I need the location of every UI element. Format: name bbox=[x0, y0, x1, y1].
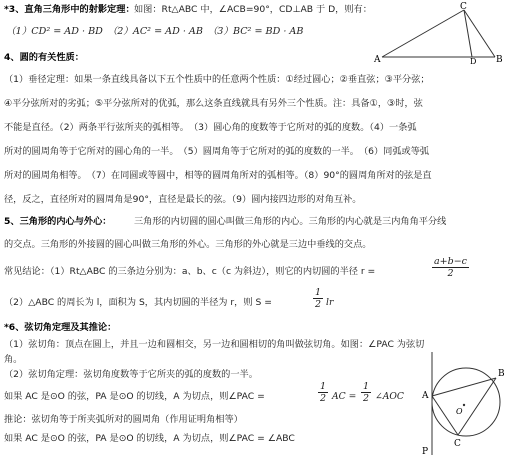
section4-line5: 所对的圆周角相等。 （7）在同圆或等圆中，相等的圆周角所对的弧相等。（8）90°的圆周角所对的弦是直 bbox=[4, 170, 432, 181]
section6-line2: 角。 bbox=[4, 354, 23, 365]
section6-line6: 如果 AC 是⊙O 的弦，PA 是⊙O 的切线，A 为切点，则∠PAC = ∠ABC bbox=[4, 433, 295, 444]
area-numerator: 1 bbox=[315, 287, 322, 298]
center-o-label: O bbox=[456, 407, 463, 416]
section3-title: *3、直角三角形中的射影定理： bbox=[4, 4, 135, 15]
vertex-c-label: C bbox=[460, 2, 467, 12]
arc-ac-label: AC = bbox=[332, 391, 357, 402]
vertex-a-label: A bbox=[374, 55, 381, 64]
section5-line4: （2）△ABC 的周长为 l，面积为 S，其内切圆的半径为 r，则 S = bbox=[4, 297, 272, 308]
section5-line1: 三角形的内切圆的圆心叫做三角形的内心。三角形的内心就是三内角角平分线 bbox=[134, 216, 447, 227]
section4-line3: 不能是直径。（2）两条平行弦所夹的弧相等。 （3）圆心角的度数等于它所对的弧的度数。（4）一条弧 bbox=[4, 122, 417, 133]
area-formula-tail: lr bbox=[326, 297, 334, 308]
section3-formulas: （1）CD² = AD · BD （2）AC² = AD · AB （3）BC² = BD · AB bbox=[6, 26, 304, 37]
point-b-label: B bbox=[498, 369, 505, 379]
fraction2-numerator: 1 bbox=[363, 381, 370, 392]
fraction2-denominator: 2 bbox=[363, 393, 370, 404]
section6-corollary: 推论：弦切角等于所夹弧所对的圆周角（作用证明角相等） bbox=[4, 414, 243, 425]
inradius-numerator: a+b−c bbox=[434, 256, 467, 267]
area-fraction bbox=[313, 287, 323, 310]
fraction1-denominator: 2 bbox=[320, 393, 327, 404]
inradius-denominator: 2 bbox=[447, 268, 454, 279]
section5-line2: 的交点。三角形的外接圆的圆心叫做三角形的外心。三角形的外心就是三边中垂线的交点。 bbox=[4, 239, 372, 250]
section4-line6: 径，反之，直径所对的圆周角是90°，直径是最长的弦。（9）圆内接四边形的对角互补。 bbox=[4, 194, 362, 205]
right-triangle-figure bbox=[372, 2, 508, 64]
section4-line2: ④平分弦所对的劣弧；⑤平分弦所对的优弧，那么这条直线就具有另外三个性质。注：具备①，③时，弦 bbox=[4, 98, 423, 109]
section6-line4: 如果 AC 是⊙O 的弦，PA 是⊙O 的切线，A 为切点，则∠PAC = bbox=[4, 391, 265, 402]
point-p-label: P bbox=[422, 447, 429, 457]
tangent-chord-fraction-1 bbox=[318, 381, 328, 404]
section4-line4: 所对的圆周角等于它所对的圆心角的一半。 （5）圆周角等于它所对的弧的度数的一半。 （6）同弧或等弧 bbox=[4, 146, 430, 157]
vertex-d-label: D bbox=[470, 57, 477, 64]
section6-title: *6、弦切角定理及其推论： bbox=[4, 322, 117, 333]
tangent-chord-figure bbox=[418, 350, 510, 457]
section6-line3: （2）弦切角定理：弦切角度数等于它所夹的弧的度数的一半。 bbox=[4, 369, 258, 380]
fraction1-numerator: 1 bbox=[320, 381, 327, 392]
section6-line1: （1）弦切角：顶点在圆上，并且一边和圆相交，另一边和圆相切的角叫做弦切角。如图：∠PAC 为弦切 bbox=[4, 339, 425, 350]
section4-title: 4、圆的有关性质： bbox=[4, 52, 84, 63]
area-denominator: 2 bbox=[315, 299, 322, 310]
tangent-chord-fraction-2 bbox=[361, 381, 371, 404]
section4-line1: （1）垂径定理：如果一条直线具备以下五个性质中的任意两个性质：①经过圆心；②垂直弦；③平分弦； bbox=[4, 74, 430, 85]
inradius-fraction bbox=[432, 256, 469, 279]
section5-line3: 常见结论：（1）Rt△ABC 的三条边分别为：a、b、c（c 为斜边），则它的内切圆的半径 r = bbox=[4, 266, 376, 277]
section5-title: 5、三角形的内心与外心： bbox=[4, 216, 112, 227]
central-angle-label: ∠AOC bbox=[375, 391, 404, 402]
point-c-label: C bbox=[454, 439, 461, 449]
section3-intro: 如图：Rt△ABC 中，∠ACB=90°，CD⊥AB 于 D，则有： bbox=[134, 4, 372, 15]
vertex-b-label: B bbox=[496, 55, 503, 64]
point-a-label: A bbox=[422, 391, 429, 401]
